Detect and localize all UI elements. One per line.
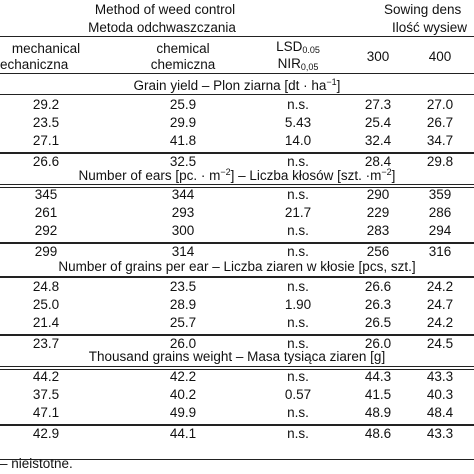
cell-density-300: 41.5: [364, 387, 392, 402]
header-nir: $NIR_{0,05}$: [277, 56, 319, 72]
cell-mechanical: 345: [34, 187, 58, 202]
cell-lsd: 14.0: [284, 133, 312, 148]
header-mechaniczna: echaniczna: [0, 57, 69, 72]
cell-chemical: 344: [171, 187, 195, 202]
cell-lsd: n.s.: [287, 97, 309, 112]
cell-mechanical: 24.8: [32, 279, 60, 294]
section-title: Number of grains per ear – Liczba ziaren w kłosie [pcs, szt.]: [58, 259, 416, 274]
cell-chemical: 300: [171, 223, 195, 238]
cell-density-400: 24.5: [426, 336, 454, 351]
cell-lsd: n.s.: [287, 223, 309, 238]
cell-lsd: n.s.: [287, 426, 309, 441]
cell-density-300: 256: [366, 244, 390, 259]
header-rule: [0, 36, 474, 37]
header-method: Method of weed control: [94, 2, 236, 17]
cell-mechanical: 26.6: [32, 154, 60, 169]
section-rule: [0, 366, 474, 367]
cell-chemical: 32.5: [169, 154, 197, 169]
cell-density-400: 48.4: [426, 405, 454, 420]
cell-lsd: n.s.: [287, 244, 309, 259]
header-density-300: 300: [366, 49, 390, 64]
cell-mechanical: 42.9: [32, 426, 60, 441]
cell-lsd: n.s.: [287, 336, 309, 351]
cell-density-400: 34.7: [426, 133, 454, 148]
cell-density-300: 26.6: [364, 279, 392, 294]
cell-chemical: 314: [171, 244, 195, 259]
cell-chemical: 42.2: [169, 369, 197, 384]
cell-density-400: 43.3: [426, 369, 454, 384]
cell-lsd: n.s.: [287, 187, 309, 202]
header-density-400: 400: [428, 49, 452, 64]
cell-density-300: 48.6: [364, 426, 392, 441]
cell-density-400: 24.7: [426, 297, 454, 312]
header-ilosc: Ilość wysiew: [392, 20, 468, 35]
cell-density-300: 26.3: [364, 297, 392, 312]
cell-density-400: 27.0: [426, 97, 454, 112]
cell-density-300: 229: [366, 205, 390, 220]
cell-lsd: 1.90: [284, 297, 312, 312]
cell-lsd: n.s.: [287, 154, 309, 169]
cell-chemical: 23.5: [169, 279, 197, 294]
cell-density-300: 290: [366, 187, 390, 202]
cell-density-400: 26.7: [426, 115, 454, 130]
cell-chemical: 40.2: [169, 387, 197, 402]
cell-lsd: n.s.: [287, 405, 309, 420]
mean-rule: [0, 334, 474, 336]
cell-mechanical: 23.5: [32, 115, 60, 130]
section-end-rule: [0, 277, 474, 278]
header-lsd: $LSD_{0.05}$: [276, 39, 320, 55]
section-end-rule: [0, 187, 474, 188]
cell-chemical: 44.1: [169, 426, 197, 441]
header-metoda: Metoda odchwaszczania: [88, 20, 236, 35]
cell-mechanical: 37.5: [32, 387, 60, 402]
cell-mechanical: 299: [34, 244, 58, 259]
section-rule: [0, 94, 474, 95]
cell-density-300: 27.3: [364, 97, 392, 112]
cell-lsd: n.s.: [287, 279, 309, 294]
section-end-rule: [0, 369, 474, 370]
cell-chemical: 28.9: [169, 297, 197, 312]
cell-mechanical: 23.7: [32, 336, 60, 351]
cell-chemical: 29.9: [169, 115, 197, 130]
cell-density-300: 44.3: [364, 369, 392, 384]
cell-mechanical: 47.1: [32, 405, 60, 420]
footnote: – nieistotne.: [0, 456, 73, 471]
cell-density-400: 40.3: [426, 387, 454, 402]
cell-chemical: 26.0: [169, 336, 197, 351]
cell-chemical: 49.9: [169, 405, 197, 420]
mean-rule: [0, 242, 474, 244]
cell-density-400: 43.3: [426, 426, 454, 441]
header-mechanical: mechanical: [11, 41, 81, 56]
cell-mechanical: 21.4: [32, 315, 60, 330]
header-bottom-rule: [0, 73, 474, 74]
mean-rule: [0, 152, 474, 154]
cell-density-400: 24.2: [426, 279, 454, 294]
section-title: Grain yield – Plon ziarna $[dt \cdot ha^{-1}]$: [133, 77, 341, 93]
cell-mechanical: 25.0: [32, 297, 60, 312]
cell-density-300: 283: [366, 223, 390, 238]
cell-lsd: 0.57: [284, 387, 312, 402]
cell-density-400: 294: [428, 223, 452, 238]
section-rule: [0, 184, 474, 185]
cell-density-300: 32.4: [364, 133, 392, 148]
cell-density-400: 359: [428, 187, 452, 202]
cell-chemical: 41.8: [169, 133, 197, 148]
header-chemical: chemical: [156, 41, 210, 56]
cell-lsd: n.s.: [287, 315, 309, 330]
cell-density-300: 26.0: [364, 336, 392, 351]
section-title: Number of ears [pc. · $m^{-2}$] – Liczba kłosów [szt. $\cdot m^{-2}$]: [78, 167, 396, 183]
cell-density-400: 316: [428, 244, 452, 259]
cell-lsd: 21.7: [284, 205, 312, 220]
cell-density-400: 286: [428, 205, 452, 220]
header-chemiczna: chemiczna: [150, 57, 216, 72]
section-title: Thousand grains weight – Masa tysiąca ziaren [g]: [88, 349, 386, 364]
cell-chemical: 293: [171, 205, 195, 220]
cell-lsd: n.s.: [287, 369, 309, 384]
cell-mechanical: 261: [34, 205, 58, 220]
cell-density-300: 28.4: [364, 154, 392, 169]
cell-mechanical: 292: [34, 223, 58, 238]
cell-mechanical: 44.2: [32, 369, 60, 384]
section-rule: [0, 276, 474, 277]
mean-rule: [0, 424, 474, 426]
cell-density-300: 26.5: [364, 315, 392, 330]
cell-density-400: 24.2: [426, 315, 454, 330]
cell-chemical: 25.9: [169, 97, 197, 112]
cell-density-400: 29.8: [426, 154, 454, 169]
cell-density-300: 25.4: [364, 115, 392, 130]
header-sowing: Sowing dens: [384, 2, 462, 17]
cell-mechanical: 29.2: [32, 97, 60, 112]
cell-mechanical: 27.1: [32, 133, 60, 148]
cell-chemical: 25.7: [169, 315, 197, 330]
cell-density-300: 48.9: [364, 405, 392, 420]
cell-lsd: 5.43: [284, 115, 312, 130]
